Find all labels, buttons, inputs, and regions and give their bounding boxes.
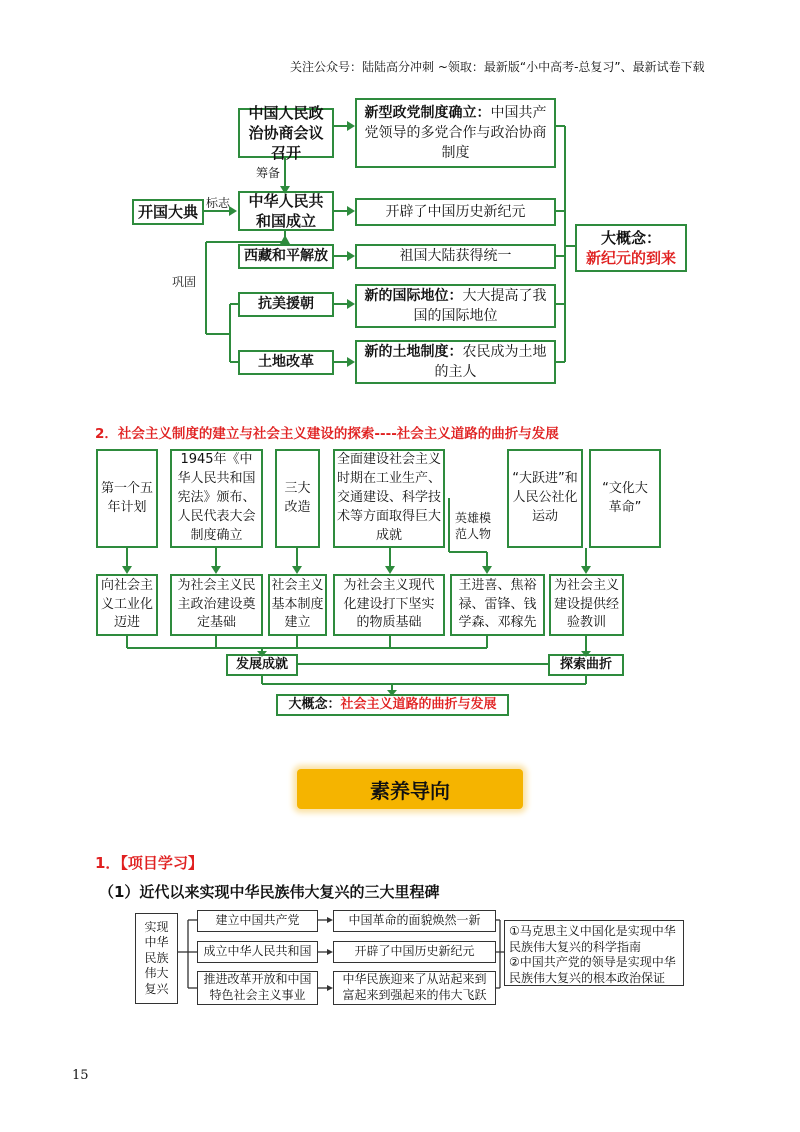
- big-concept-value: 新纪元的到来: [585, 249, 676, 267]
- top-five-year-plan: 第一个五年计划: [96, 449, 158, 548]
- bottom-heroes: 王进喜、焦裕禄、雷锋、钱学森、邓稼先: [450, 574, 545, 636]
- heroes-label: 英雄模范人物: [455, 511, 492, 542]
- bottom-lessons: 为社会主义建设提供经验教训: [549, 574, 624, 636]
- bottom-basic-system: 社会主义基本制度建立: [268, 574, 327, 636]
- bottom-material-base: 为社会主义现代化建设打下坚实的物质基础: [333, 574, 445, 636]
- land-system-title: 新的土地制度：: [364, 343, 463, 360]
- rejuvenation-root: 实现中华民族伟大复兴: [135, 913, 178, 1004]
- conclusion-2: ②中国共产党的领导是实现中华民族伟大复兴的根本政治保证: [509, 955, 676, 985]
- top-constitution: 1945年《中华人民共和国宪法》颁布、人民代表大会制度确立: [170, 449, 263, 548]
- marks-label: 标志: [206, 196, 231, 210]
- intl-status-title: 新的国际地位：: [364, 287, 463, 304]
- land-system-desc: 农民成为土地的主人: [434, 343, 547, 380]
- big-concept-title: 大概念：: [600, 228, 661, 247]
- prepare-label: 筹备: [256, 166, 281, 180]
- page-number: 15: [72, 1068, 89, 1083]
- res-new-look: 中国革命的面貌焕然一新: [333, 910, 496, 932]
- conclusion-box: [504, 920, 684, 986]
- korea-box: 抗美援朝: [238, 292, 334, 317]
- land-reform-box: 土地改革: [238, 350, 334, 375]
- reunify-box: 祖国大陆获得统一: [355, 244, 556, 269]
- top-achievements: 全面建设社会主义时期在工业生产、交通建设、科学技术等方面取得巨大成就: [333, 449, 445, 548]
- cppcc-box: 中国人民政治协商会议召开: [238, 108, 334, 158]
- literacy-banner: 素养导向: [297, 769, 523, 809]
- top-cultural-revolution: “文化大革命”: [589, 449, 661, 548]
- res-great-leap: 中华民族迎来了从站起来到富起来到强起来的伟大飞跃: [333, 971, 496, 1005]
- top-three-transformations: 三大改造: [275, 449, 320, 548]
- bottom-democracy: 为社会主义民主政治建设奠定基础: [170, 574, 263, 636]
- conclusion-1: ①马克思主义中国化是实现中华民族伟大复兴的科学指南: [509, 924, 676, 954]
- project-heading: 1．【项目学习】: [95, 854, 203, 872]
- header-note: 关注公众号：陆陆高分冲刺 ~领取：最新版“小中高考-总复习”、最新试卷下载: [290, 60, 705, 74]
- project-subheading: （1）近代以来实现中华民族伟大复兴的三大里程碑: [99, 883, 440, 901]
- top-great-leap: “大跃进”和人民公社化运动: [507, 449, 583, 548]
- party-system-title: 新型政党制度确立：: [364, 104, 491, 121]
- new-epoch-box: 开辟了中国历史新纪元: [355, 198, 556, 226]
- intl-status-desc: 大大提高了我国的国际地位: [413, 287, 547, 324]
- mid-found-cpc: 建立中国共产党: [197, 910, 318, 932]
- prc-founding-box: 中华人民共和国成立: [238, 191, 334, 231]
- res-new-epoch: 开辟了中国历史新纪元: [333, 941, 496, 963]
- big-concept-2-title: 大概念：: [288, 696, 341, 712]
- mid-found-prc: 成立中华人民共和国: [197, 941, 318, 963]
- achievement-box: 发展成就: [226, 654, 298, 676]
- founding-ceremony-box: 开国大典: [132, 199, 204, 225]
- bottom-industrialization: 向社会主义工业化迈进: [96, 574, 158, 636]
- party-system-desc: 中国共产党领导的多党合作与政治协商制度: [364, 104, 547, 162]
- big-concept-2-value: 社会主义道路的曲折与发展: [340, 696, 497, 712]
- tibet-box: 西藏和平解放: [238, 244, 334, 269]
- mid-reform-opening: 推进改革开放和中国特色社会主义事业: [197, 971, 318, 1005]
- consolidate-label: 巩固: [172, 275, 197, 289]
- section2-heading: 2．社会主义制度的建立与社会主义建设的探索----社会主义道路的曲折与发展: [95, 426, 559, 442]
- twists-box: 探索曲折: [548, 654, 624, 676]
